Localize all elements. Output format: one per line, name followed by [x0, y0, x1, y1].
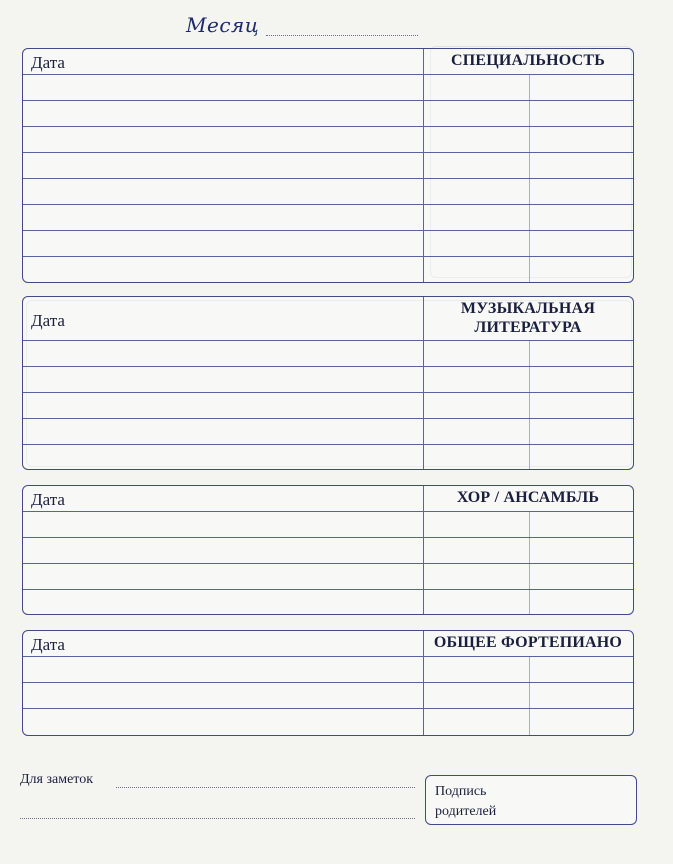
table-row[interactable]	[23, 100, 633, 101]
date-column-header: Дата	[31, 311, 65, 330]
signature-label-line: родителей	[435, 804, 497, 819]
column-divider	[423, 49, 424, 282]
table-row[interactable]	[23, 230, 633, 231]
notes-line[interactable]	[20, 818, 415, 819]
month-fill-line[interactable]	[266, 35, 418, 36]
notes-label: Для заметок	[20, 772, 94, 787]
table-row[interactable]	[23, 563, 633, 564]
table-row[interactable]	[23, 126, 633, 127]
table-row[interactable]	[23, 74, 633, 75]
subject-header-line: ХОР / АНСАМБЛЬ	[456, 489, 600, 506]
date-column-header: Дата	[31, 490, 65, 509]
date-column-header: Дата	[31, 635, 65, 654]
subject-header	[423, 299, 633, 337]
table-row[interactable]	[23, 340, 633, 341]
month-header	[186, 13, 418, 41]
table-row[interactable]	[23, 204, 633, 205]
table-row[interactable]	[23, 656, 633, 657]
notes-area	[20, 772, 415, 832]
subject-header	[423, 489, 633, 507]
subject-header	[423, 52, 633, 70]
column-divider	[529, 657, 530, 735]
month-label: Месяц	[186, 13, 260, 37]
table-row[interactable]	[23, 152, 633, 153]
table-row[interactable]	[23, 366, 633, 367]
subject-header-line: МУЗЫКАЛЬНАЯ	[460, 300, 596, 317]
subject-table-speciality	[22, 48, 634, 283]
table-row[interactable]	[23, 392, 633, 393]
subject-header-line: ЛИТЕРАТУРА	[474, 319, 582, 336]
subject-header	[423, 634, 633, 652]
table-row[interactable]	[23, 256, 633, 257]
subject-table-general-piano	[22, 630, 634, 736]
subject-header-line: ОБЩЕЕ ФОРТЕПИАНО	[433, 634, 623, 651]
notes-line[interactable]	[116, 787, 415, 788]
table-row[interactable]	[23, 444, 633, 445]
table-row[interactable]	[23, 537, 633, 538]
table-row[interactable]	[23, 418, 633, 419]
signature-label	[435, 782, 496, 822]
table-row[interactable]	[23, 589, 633, 590]
subject-table-choir-ensemble	[22, 485, 634, 615]
date-column-header: Дата	[31, 53, 65, 72]
table-row[interactable]	[23, 682, 633, 683]
subject-header-line: СПЕЦИАЛЬНОСТЬ	[450, 52, 606, 69]
parent-signature-box[interactable]	[425, 775, 637, 825]
column-divider	[529, 341, 530, 469]
subject-table-music-literature	[22, 296, 634, 470]
table-row[interactable]	[23, 178, 633, 179]
signature-label-line: Подпись	[435, 784, 487, 799]
table-row[interactable]	[23, 708, 633, 709]
table-row[interactable]	[23, 511, 633, 512]
